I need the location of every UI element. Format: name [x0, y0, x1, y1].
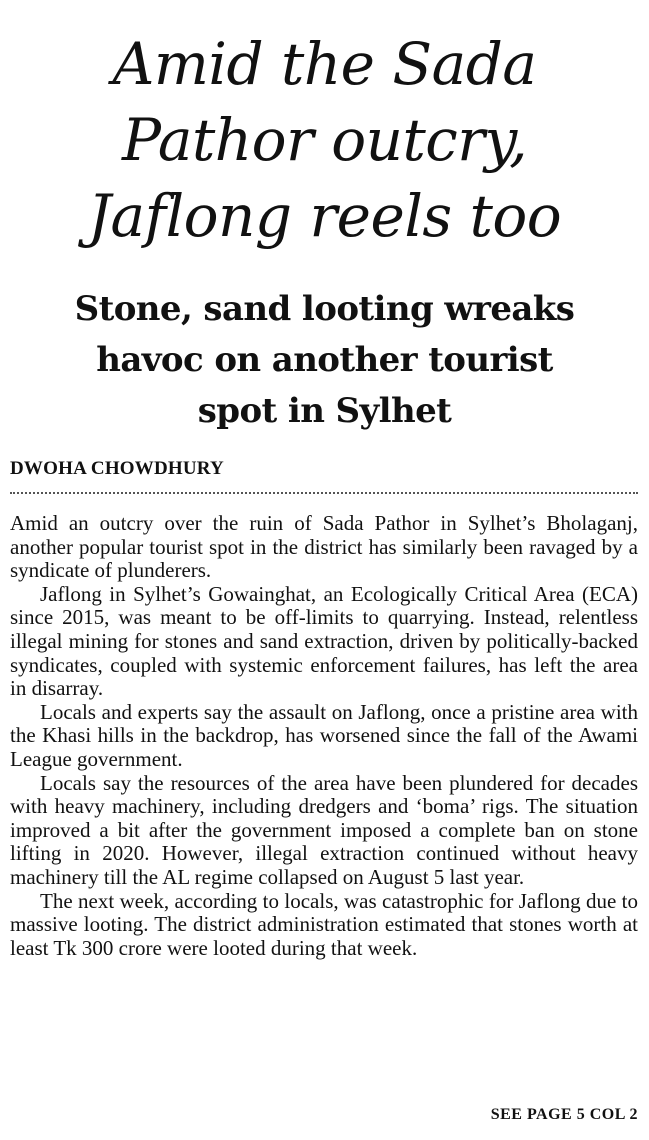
article-paragraph: Locals and experts say the assault on Jaflong, once a pristine area with the Khasi hills in the backdrop, has worsened since the fall of the Awami League government. — [10, 699, 638, 771]
subheadline-line: Stone, sand looting wreaks — [74, 289, 575, 329]
article-paragraph: Jaflong in Sylhet’s Gowainghat, an Ecologically Critical Area (ECA) since 2015, was meant to be off-limits to quarrying. Instead, relentless illegal mining for stones and sand extraction, driven by politically-backed syndicates, coupled with systemic enforcement failures, has left the area in disarray. — [10, 581, 638, 701]
headline-line: Pathor outcry, — [121, 106, 528, 174]
dotted-divider — [10, 492, 638, 494]
article-paragraph: Locals say the resources of the area have been plundered for decades with heavy machinery, including dredgers and ‘boma’ rigs. The situation improved a bit after the government imposed a complete ban on stone lifting in 2020. However, illegal extraction continued without heavy machinery till the AL regime collapsed on August 5 last year. — [10, 770, 638, 889]
article-body — [10, 512, 638, 960]
continuation-jump: SEE PAGE 5 COL 2 — [490, 1106, 638, 1123]
article-paragraph: The next week, according to locals, was catastrophic for Jaflong due to massive looting. The district administration estimated that stones worth at least Tk 300 crore were looted during that week. — [10, 888, 638, 960]
article-paragraph: Amid an outcry over the ruin of Sada Pathor in Sylhet’s Bholaganj, another popular tourist spot in the district has similarly been ravaged by a syndicate of plunderers. — [10, 511, 638, 583]
headline-line: Amid the Sada — [112, 30, 537, 98]
byline: DWOHA CHOWDHURY — [10, 458, 224, 479]
subheadline — [0, 284, 649, 437]
subheadline-line: havoc on another tourist — [96, 340, 553, 380]
headline — [0, 26, 649, 254]
headline-line: Jaflong reels too — [87, 182, 562, 250]
subheadline-line: spot in Sylhet — [197, 391, 452, 431]
